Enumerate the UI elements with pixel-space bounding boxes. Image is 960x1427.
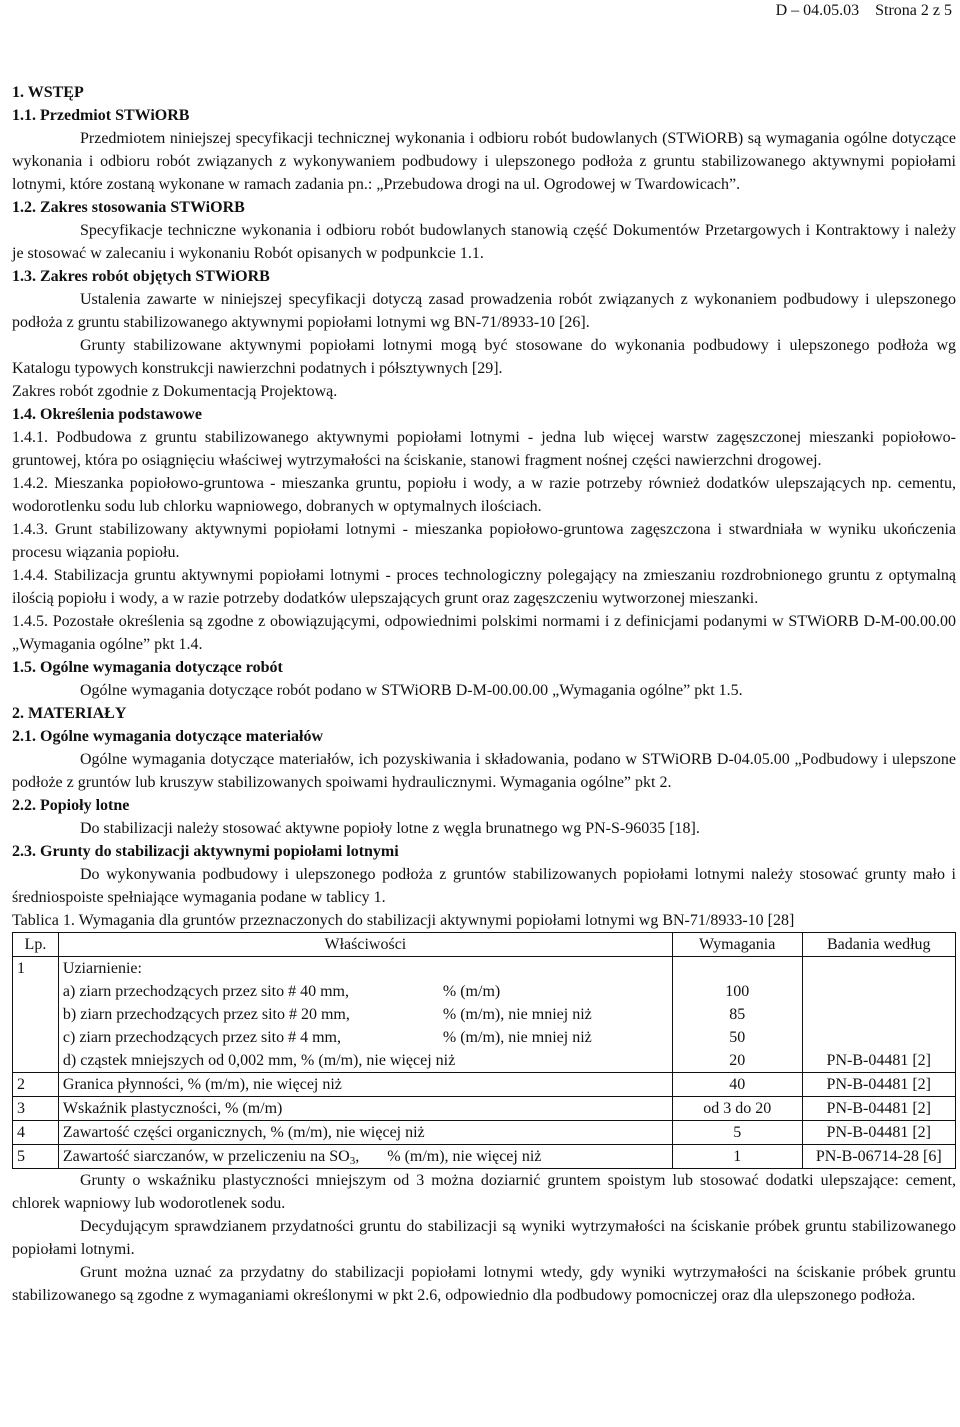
section-heading: 2.1. Ogólne wymagania dotyczące materiałów [12, 728, 324, 745]
paragraph: Grunty stabilizowane aktywnymi popiołami lotnymi mogą być stosowane do wykonania podbudowy i ulepszonego podłoża wg Katalogu typowych konstrukcji nawierzchni podatnych i półsztywnych [29]. [12, 337, 956, 377]
row-number: 5 [13, 1145, 59, 1169]
sub-item: d) cząstek mniejszych od 0,002 mm, % (m/m), nie więcej niż [62, 1052, 456, 1069]
property-cell: Wskaźnik plastyczności, % (m/m) [58, 1097, 672, 1121]
table-row [13, 1121, 956, 1145]
document-body [12, 81, 956, 1307]
property-title: Uziarnienie: [62, 960, 142, 977]
section-heading: 2.3. Grunty do stabilizacji aktywnymi popiołami lotnymi [12, 843, 399, 860]
property-cell: Granica płynności, % (m/m), nie więcej niż [58, 1073, 672, 1097]
row-number: 3 [13, 1097, 59, 1121]
table-row [13, 1097, 956, 1121]
definition: 1.4.1. Podbudowa z gruntu stabilizowanego aktywnymi popiołami lotnymi - jedna lub więcej warstw zagęszczonej mieszanki popiołowo-gruntowej, która po osiągnięciu właściwej wytrzymałości na ściskanie, stanowi fragment nośnej części nawierzchni drogowej. [12, 429, 956, 469]
row-number: 4 [13, 1121, 59, 1145]
sub-item: b) ziarn przechodzących przez sito # 20 mm, % (m/m), nie mniej niż [62, 1006, 592, 1023]
definition: 1.4.2. Mieszanka popiołowo-gruntowa - mieszanka gruntu, popiołu i wody, a w razie potrzeby również dodatków ulepszających np. cementu, wodorotlenku sodu lub chlorku wapniowego, dobranych w optymalnych ilościach. [12, 475, 956, 515]
property-cell [58, 957, 672, 1073]
table-header-row [13, 933, 956, 957]
standard-cell: PN-B-06714-28 [6] [802, 1145, 955, 1169]
col-header-lp: Lp. [13, 933, 59, 957]
section-heading: 1.5. Ogólne wymagania dotyczące robót [12, 659, 283, 676]
page-number: Strona 2 z 5 [875, 2, 952, 19]
paragraph: Decydującym sprawdzianem przydatności gruntu do stabilizacji są wyniki wytrzymałości na ściskanie próbek gruntu stabilizowanego popiołami lotnymi. [12, 1218, 956, 1258]
standard-cell: PN-B-04481 [2] [802, 1073, 955, 1097]
paragraph: Do wykonywania podbudowy i ulepszonego podłoża z gruntów stabilizowanych popiołami lotnymi należy stosować grunty mało i średniospoiste spełniające wymagania podane w tablicy 1. [12, 866, 956, 906]
requirement-cell: 100 85 50 20 [672, 957, 802, 1073]
definition: 1.4.5. Pozostałe określenia są zgodne z obowiązującymi, odpowiednimi polskimi normami i z definicjami podanymi w STWiORB D-M-00.00.00 „Wymagania ogólne” pkt 1.4. [12, 613, 956, 653]
paragraph: Ogólne wymagania dotyczące materiałów, ich pozyskiwania i składowania, podano w STWiORB D-04.05.00 „Podbudowy i ulepszone podłoże z gruntów lub kruszyw stabilizowanych spoiwami hydraulicznymi. Wymagania ogólne” pkt 2. [12, 751, 956, 791]
col-header-standard: Badania według [802, 933, 955, 957]
col-header-requirement: Wymagania [672, 933, 802, 957]
section-heading: 1. WSTĘP [12, 84, 84, 101]
table-caption: Tablica 1. Wymagania dla gruntów przeznaczonych do stabilizacji aktywnymi popiołami lotnymi wg BN-71/8933-10 [28] [12, 912, 795, 929]
row-number: 2 [13, 1073, 59, 1097]
requirement-cell: 5 [672, 1121, 802, 1145]
requirement-cell: od 3 do 20 [672, 1097, 802, 1121]
doc-code: D – 04.05.03 [775, 2, 860, 19]
requirement-cell: 1 [672, 1145, 802, 1169]
paragraph: Ustalenia zawarte w niniejszej specyfikacji dotyczą zasad prowadzenia robót związanych z wykonaniem podbudowy i ulepszonego podłoża z gruntu stabilizowanego aktywnymi popiołami lotnymi wg BN-71/8933-10 [26]. [12, 291, 956, 331]
section-heading: 1.3. Zakres robót objętych STWiORB [12, 268, 270, 285]
paragraph: Ogólne wymagania dotyczące robót podano w STWiORB D-M-00.00.00 „Wymagania ogólne” pkt 1.5. [80, 682, 743, 699]
section-heading: 2.2. Popioły lotne [12, 797, 130, 814]
page-header [776, 2, 952, 20]
requirements-table [12, 932, 956, 1169]
standard-cell: PN-B-04481 [2] [802, 1121, 955, 1145]
col-header-property: Właściwości [58, 933, 672, 957]
table-row [13, 957, 956, 1073]
table-row [13, 1073, 956, 1097]
paragraph: Zakres robót zgodnie z Dokumentacją Projektową. [12, 383, 338, 400]
section-heading: 2. MATERIAŁY [12, 705, 127, 722]
paragraph: Grunty o wskaźniku plastyczności mniejszym od 3 można doziarnić gruntem spoistym lub stosować dodatki ulepszające: cement, chlorek wapniowy lub wodorotlenek sodu. [12, 1172, 956, 1212]
section-heading: 1.2. Zakres stosowania STWiORB [12, 199, 245, 216]
definition: 1.4.3. Grunt stabilizowany aktywnymi popiołami lotnymi - mieszanka popiołowo-gruntowa zagęszczona i stwardniała w wyniku ukończenia procesu wiązania popiołu. [12, 521, 956, 561]
property-cell: Zawartość części organicznych, % (m/m), nie więcej niż [58, 1121, 672, 1145]
paragraph: Grunt można uznać za przydatny do stabilizacji popiołami lotnymi wtedy, gdy wyniki wytrzymałości na ściskanie próbek gruntu stabilizowanego są zgodne z wymaganiami określonymi w pkt 2.6, odpowiednio dla podbudowy pomocniczej oraz dla ulepszonego podłoża. [12, 1264, 956, 1304]
property-cell: Zawartość siarczanów, w przeliczeniu na $SO_3$, % (m/m), nie więcej niż [58, 1145, 672, 1169]
definition: 1.4.4. Stabilizacja gruntu aktywnymi popiołami lotnymi - proces technologiczny polegający na zmieszaniu rozdrobnionego gruntu z optymalną ilością popiołu i wody, a w razie potrzeby dodatków ulepszających grunt oraz zagęszczeniu wytworzonej mieszanki. [12, 567, 956, 607]
row-number: 1 [13, 957, 59, 1073]
paragraph: Specyfikacje techniczne wykonania i odbioru robót budowlanych stanowią część Dokumentów Przetargowych i Kontraktowy i należy je stosować w zalecaniu i wykonaniu Robót opisanych w podpunkcie 1.1. [12, 222, 956, 262]
sub-item: a) ziarn przechodzących przez sito # 40 mm, % (m/m) [62, 983, 501, 1000]
standard-cell: PN-B-04481 [2] [802, 1097, 955, 1121]
table-row [13, 1145, 956, 1169]
section-heading: 1.4. Określenia podstawowe [12, 406, 202, 423]
requirement-cell: 40 [672, 1073, 802, 1097]
paragraph: Przedmiotem niniejszej specyfikacji technicznej wykonania i odbioru robót budowlanych (STWiORB) są wymagania ogólne dotyczące wykonania i odbioru robót związanych z wykonywaniem podbudowy i ulepszonego podłoża z gruntu stabilizowanego aktywnymi popiołami lotnymi, które zostaną wykonane w ramach zadania pn.: „Przebudowa drogi na ul. Ogrodowej w Twardowicach”. [12, 130, 956, 193]
standard-cell: PN-B-04481 [2] [802, 957, 955, 1073]
section-heading: 1.1. Przedmiot STWiORB [12, 107, 190, 124]
paragraph: Do stabilizacji należy stosować aktywne popioły lotne z węgla brunatnego wg PN-S-96035 [18]. [80, 820, 700, 837]
sub-item: c) ziarn przechodzących przez sito # 4 mm, % (m/m), nie mniej niż [62, 1029, 592, 1046]
